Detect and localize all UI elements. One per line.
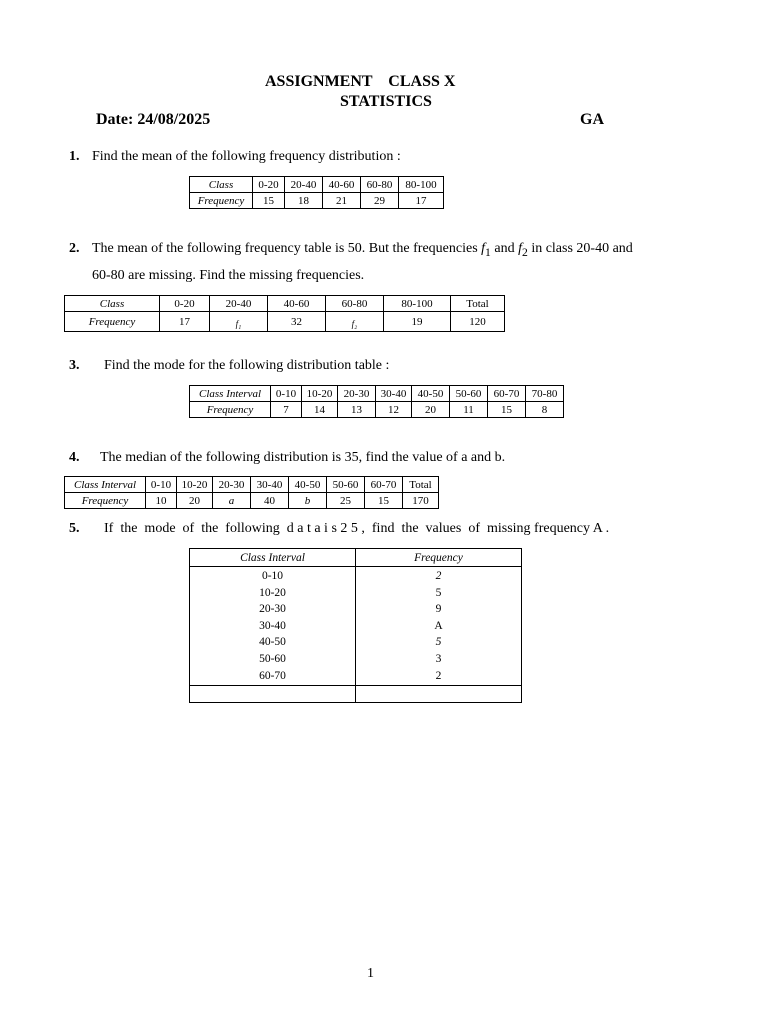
question-4-table [64,476,439,509]
list-item: A [434,619,443,632]
table-row [190,686,522,703]
table-cell-empty [356,686,522,703]
table-cell: 0-20 [160,296,210,312]
table-cell: 30-40 [251,477,289,493]
table-cell: Total [403,477,439,493]
question-3-text: Find the mode for the following distribution table : [104,358,390,373]
list-item: 10-20 [259,586,286,599]
table-cell: 10 [146,493,177,509]
table-cell: 50-60 [327,477,365,493]
table-cell: 12 [376,402,412,418]
table-cell: 60-70 [365,477,403,493]
list-item: 30-40 [259,619,286,632]
question-4-number: 4. [69,450,80,465]
table-cell: 15 [253,193,285,209]
table-cell: 20-40 [210,296,268,312]
interval-column [190,567,356,686]
table-header-class-interval: Class Interval [190,549,356,567]
table-cell: 20-30 [213,477,251,493]
table-cell: 0-20 [253,177,285,193]
table-cell: 40-50 [289,477,327,493]
question-2-text-b: in class 20-40 and [527,241,633,256]
table-cell: 15 [365,493,403,509]
subject-title: STATISTICS [340,93,432,110]
page-number: 1 [367,966,374,981]
question-3-table [189,385,564,418]
list-item: 5 [435,636,442,649]
f1-subscript: 1 [485,245,491,259]
table-cell: 13 [338,402,376,418]
question-5-text: If the mode of the following d a t a i s 2 5 , find the values of missing frequency A . [104,521,610,536]
table-cell: 40-50 [412,386,450,402]
f1-symbol: f [481,241,486,256]
assignment-title: ASSIGNMENT CLASS X [265,73,456,90]
table-cell: Class Interval [190,386,271,402]
table-cell: 70-80 [526,386,564,402]
table-header-frequency: Frequency [356,549,522,567]
table-row [65,493,439,509]
table-row [65,296,505,312]
table-cell: 15 [488,402,526,418]
table-cell: 29 [361,193,399,209]
table-cell: Frequency [190,402,271,418]
table-cell: 30-40 [376,386,412,402]
question-2-and: and [490,241,519,256]
table-cell-empty [190,686,356,703]
table-cell: Frequency [65,493,146,509]
list-item: 2 [435,570,442,582]
date-label: Date: 24/08/2025 [96,111,211,128]
list-item: 0-10 [261,570,284,582]
list-item: 50-60 [259,652,286,665]
table-row [190,567,522,686]
table-cell: 8 [526,402,564,418]
table-cell: 120 [451,312,505,332]
table-cell: a [213,493,251,509]
table-cell: 18 [285,193,323,209]
table-cell: 11 [450,402,488,418]
table-cell: Frequency [190,193,253,209]
table-cell: 17 [399,193,444,209]
table-cell: 60-80 [361,177,399,193]
list-item: 3 [435,652,442,665]
table-row [190,549,522,567]
table-cell: 40-60 [268,296,326,312]
table-row [65,477,439,493]
table-cell: 60-80 [326,296,384,312]
table-cell: 25 [327,493,365,509]
table-row [65,312,505,332]
table-cell: 0-10 [271,386,302,402]
list-item: 20-30 [259,603,286,616]
table-cell: 40 [251,493,289,509]
list-item: 60-70 [259,669,286,682]
table-cell: 14 [302,402,338,418]
table-cell: Class Interval [65,477,146,493]
question-2-table [64,295,505,332]
list-item: 9 [435,603,442,616]
question-1-table [189,176,444,209]
question-5-number: 5. [69,521,80,536]
table-cell: 20-40 [285,177,323,193]
question-3-number: 3. [69,358,80,373]
table-cell: 19 [384,312,451,332]
table-row [190,386,564,402]
code-label: GA [580,111,604,128]
table-cell: 20-30 [338,386,376,402]
list-item: 40-50 [259,636,286,649]
frequency-column [356,567,522,686]
f2-symbol: f [518,241,522,256]
list-item: 5 [435,586,442,599]
table-cell: Total [451,296,505,312]
table-cell: f₂ [326,312,384,332]
table-cell: 50-60 [450,386,488,402]
f2-subscript: 2 [521,245,528,259]
table-cell: 20 [412,402,450,418]
table-cell: 80-100 [399,177,444,193]
list-item: 2 [435,669,442,682]
table-cell: 32 [268,312,326,332]
question-2-text-a: The mean of the following frequency table is 50. But the frequencies [92,241,482,256]
table-row [190,402,564,418]
table-cell: Class [65,296,160,312]
table-cell: f₁ [210,312,268,332]
question-1-text: Find the mean of the following frequency distribution : [92,149,401,164]
question-2-line2: 60-80 are missing. Find the missing frequencies. [92,268,365,283]
question-2-number: 2. [69,241,80,256]
table-row [190,193,444,209]
table-cell: 17 [160,312,210,332]
question-2-text [92,241,633,259]
table-cell: Class [190,177,253,193]
table-cell: 21 [323,193,361,209]
table-cell: 60-70 [488,386,526,402]
table-cell: 80-100 [384,296,451,312]
table-cell: 10-20 [302,386,338,402]
question-1-number: 1. [69,149,80,164]
table-cell: 10-20 [177,477,213,493]
table-cell: 40-60 [323,177,361,193]
question-5-table [189,548,522,703]
table-cell: b [289,493,327,509]
table-cell: 170 [403,493,439,509]
table-cell: 20 [177,493,213,509]
table-cell: 7 [271,402,302,418]
table-row [190,177,444,193]
table-cell: 0-10 [146,477,177,493]
question-4-text: The median of the following distribution is 35, find the value of a and b. [100,450,506,465]
table-cell: Frequency [65,312,160,332]
